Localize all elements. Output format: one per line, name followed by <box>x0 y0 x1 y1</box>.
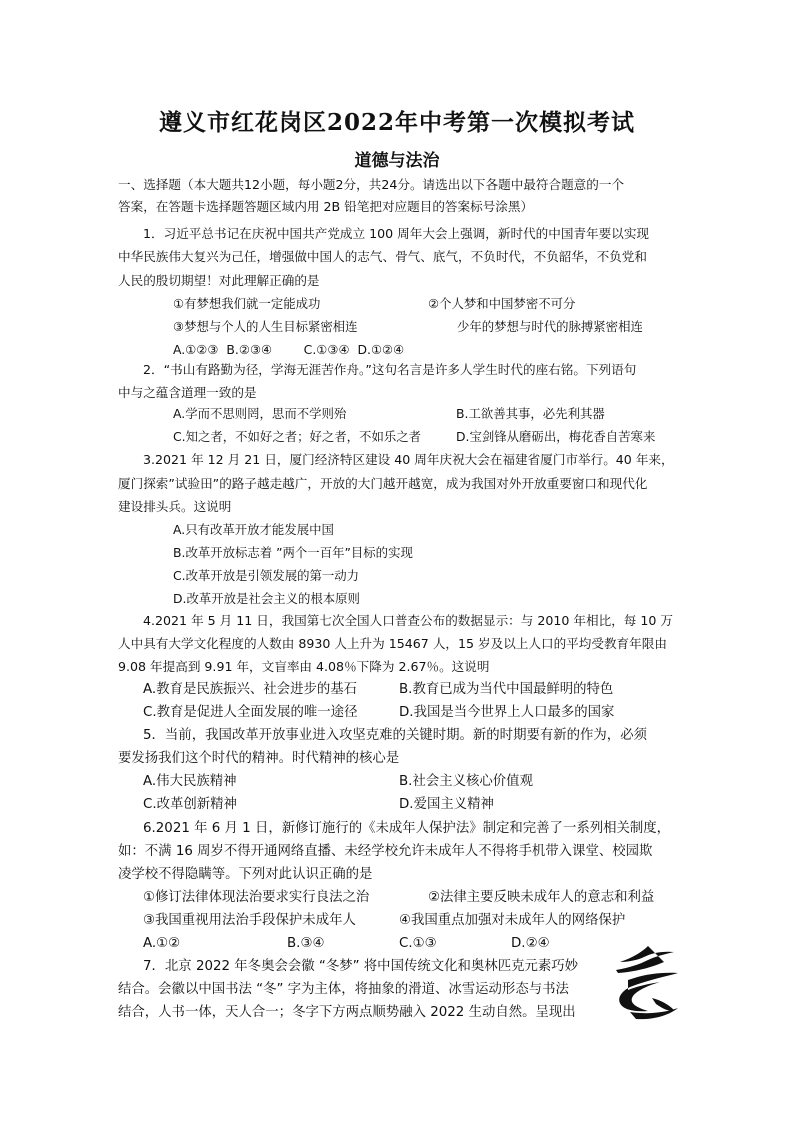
q4-stem-line1: 4.2021 年 5 月 11 日，我国第七次全国人口普查公布的数据显示：与 2010 年相比，每 10 万 <box>143 613 674 628</box>
q4-option-b: B.教育已成为当代中国最鲜明的特色 <box>399 682 614 697</box>
q7-stem-line2: 结合。会徽以中国书法 “冬” 字为主体，将抽象的滑道、冰雪运动形态与书法 <box>118 982 569 997</box>
q7-stem-line1: 7．北京 2022 年冬奥会会徽 “冬梦” 将中国传统文化和奥林匹克元素巧妙 <box>143 959 579 974</box>
q3-option-b: B.改革开放标志着 ”两个一百年”目标的实现 <box>173 545 413 560</box>
q4-stem-line2: 人中具有大学文化程度的人数由 8930 人上升为 15467 人，15 岁及以上人口的平均受教育年限由 <box>118 636 667 651</box>
q5-option-d: D.爱国主义精神 <box>399 797 494 812</box>
q1-stem-line1: 1．习近平总书记在庆祝中国共产党成立 100 周年大会上强调，新时代的中国青年要以实现 <box>143 226 650 241</box>
q2-option-d: D.宝剑锋从磨砺出，梅花香自苦寒来 <box>456 429 656 444</box>
q3-stem-line1: 3.2021 年 12 月 21 日，厦门经济特区建设 40 周年庆祝大会在福建省厦门市举行。40 年来， <box>143 452 674 467</box>
q6-option-d: D.②④ <box>511 936 550 951</box>
q1-statement-3: ③梦想与个人的人生目标紧密相连 <box>173 319 358 334</box>
q2-option-c: C.知之者，不如好之者；好之者，不如乐之者 <box>173 429 422 444</box>
q6-option-b: B.③④ <box>287 936 325 951</box>
q3-stem-line3: 建设排头兵。这说明 <box>118 499 232 514</box>
q7-stem-line3: 结合，人书一体，天人合一；冬字下方两点顺势融入 2022 生动自然。呈现出 <box>118 1005 576 1020</box>
q6-option-a: A.①② <box>143 936 181 951</box>
q3-option-d: D.改革开放是社会主义的根本原则 <box>173 591 360 606</box>
q6-option-c: C.①③ <box>399 936 437 951</box>
q2-option-b: B.工欲善其事，必先利其器 <box>456 406 605 421</box>
q6-stem-line1: 6.2021 年 6 月 1 日，新修订施行的《未成年人保护法》制定和完善了一系列相关制度， <box>143 821 671 836</box>
q1-statement-1: ①有梦想我们就一定能成功 <box>173 296 321 311</box>
q5-option-c: C.改革创新精神 <box>143 797 237 812</box>
q4-option-c: C.教育是促进人全面发展的唯一途径 <box>143 705 358 720</box>
q2-stem-line2: 中与之蕴含道理一致的是 <box>118 385 257 400</box>
q3-stem-line2: 厦门探索”试验田”的路子越走越广，开放的大门越开越宽，成为我国对外开放重要窗口和现代化 <box>118 476 648 491</box>
q5-option-a: A.伟大民族精神 <box>143 774 237 789</box>
q1-stem-line2: 中华民族伟大复兴为己任，增强做中国人的志气、骨气、底气，不负时代，不负韶华，不负党和 <box>118 249 647 264</box>
q1-stem-line3: 人民的殷切期望！对此理解正确的是 <box>118 273 320 288</box>
q6-statement-3: ③我国重视用法治手段保护未成年人 <box>143 913 356 928</box>
section-instructions-line2: 答案，在答题卡选择题答题区域内用 2B 铅笔把对应题目的答案标号涂黑） <box>118 199 534 214</box>
q4-option-a: A.教育是民族振兴、社会进步的基石 <box>143 682 358 697</box>
q6-statement-1: ①修订法律体现法治要求实行良法之治 <box>143 890 370 905</box>
exam-subject: 道德与法治 <box>354 151 440 171</box>
q5-stem-line1: 5．当前，我国改革开放事业进入攻坚克难的关键时期。新的时期要有新的作为，必须 <box>143 728 647 743</box>
q1-answer-options: A.①②③ B.②③④ C.①③④ D.①②④ <box>173 342 405 357</box>
q4-stem-line3: 9.08 年提高到 9.91 年，文盲率由 4.08％下降为 2.67％。这说明 <box>118 659 490 674</box>
q3-option-c: C.改革开放是引领发展的第一动力 <box>173 568 360 583</box>
q4-option-d: D.我国是当今世界上人口最多的国家 <box>399 705 615 720</box>
q3-option-a: A.只有改革开放才能发展中国 <box>173 522 334 537</box>
section-instructions-line1: 一、选择题（本大题共12小题，每小题2分，共24分。请选出以下各题中最符合题意的一个 <box>118 177 625 192</box>
q1-statement-2: ②个人梦和中国梦密不可分 <box>428 296 576 311</box>
q2-stem-line1: 2．“书山有路勤为径，学海无涯苦作舟。”这句名言是许多人学生时代的座右铭。下列语句 <box>143 362 637 377</box>
q5-stem-line2: 要发扬我们这个时代的精神。时代精神的核心是 <box>118 751 400 766</box>
q5-option-b: B.社会主义核心价值观 <box>399 774 533 789</box>
q2-option-a: A.学而不思则罔，思而不学则殆 <box>173 406 347 421</box>
q1-statement-4: 少年的梦想与时代的脉搏紧密相连 <box>457 319 643 334</box>
q6-statement-2: ②法律主要反映未成年人的意志和利益 <box>428 890 655 905</box>
exam-title: 遵义市红花岗区2022年中考第一次模拟考试 <box>158 109 635 136</box>
q6-stem-line3: 凌学校不得隐瞒等。下列对此认识正确的是 <box>118 867 373 882</box>
winter-olympics-emblem-image <box>608 942 684 1026</box>
q6-statement-4: ④我国重点加强对未成年人的网络保护 <box>399 913 626 928</box>
q6-stem-line2: 如：不满 16 周岁不得开通网络直播、未经学校允许未成年人不得将手机带入课堂、校园欺 <box>118 844 653 859</box>
